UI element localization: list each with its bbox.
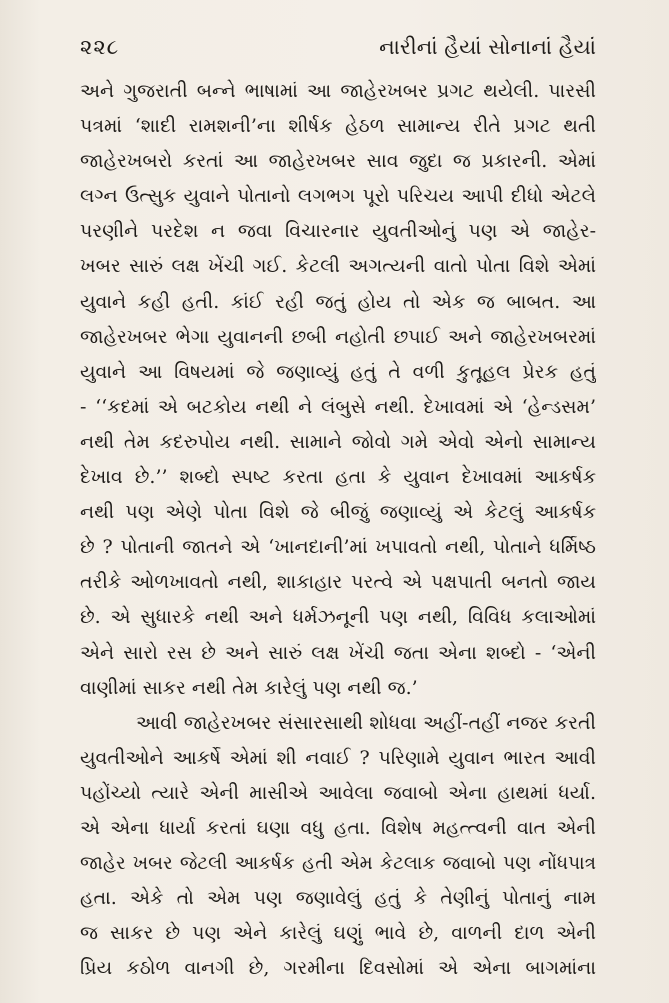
text-line: આવી જાહેરખબર સંસારસાથી શોધવા અહીં-તહીં નજર કરતી bbox=[136, 711, 596, 734]
text-line: લગ્ન ઉત્સુક યુવાને પોતાનો લગભગ પૂરો પરિચય આપી દીધો એટલે bbox=[80, 185, 596, 208]
text-line: યુવતીઓને આકર્ષે એમાં શી નવાઈ ? પરિણામે યુવાન ભારત આવી bbox=[80, 746, 596, 769]
text-line: જાહેરખબર ભેગા યુવાનની છબી નહોતી છપાઈ અને જાહેરખબરમાં bbox=[80, 325, 596, 348]
text-line: યુવાને આ વિષયમાં જે જણાવ્યું હતું તે વળી કુતૂહલ પ્રેરક હતું bbox=[80, 360, 596, 383]
paragraph-1 bbox=[80, 74, 596, 706]
text-line: નથી તેમ કદરુપોય નથી. સામાને જોવો ગમે એવો એનો સામાન્ય bbox=[80, 430, 596, 453]
text-line: વાણીમાં સાકર નથી તેમ કારેલું પણ નથી જ.’ bbox=[80, 676, 418, 699]
text-line: પત્રમાં ‘શાદી રામશની’ના શીર્ષક હેઠળ સામાન્ય રીતે પ્રગટ થતી bbox=[80, 115, 596, 138]
text-line: હતા. એકે તો એમ પણ જણાવેલું હતું કે તેણીનું પોતાનું નામ bbox=[80, 887, 596, 910]
text-line: પ્રિય કઠોળ વાનગી છે, ગરમીના દિવસોમાં એ એના બાગમાંના bbox=[80, 957, 596, 980]
page-header bbox=[80, 30, 596, 64]
text-line: - ‘‘કદમાં એ બટકોય નથી ને લંબુસે નથી. દેખાવમાં એ ‘હેન્ડસમ’ bbox=[80, 395, 596, 418]
text-line: જ સાકર છે પણ એને કારેલું ઘણું ભાવે છે, વાળની દાળ એની bbox=[80, 922, 596, 945]
running-title: નારીનાં હૈયાં સોનાનાં હૈયાં bbox=[379, 35, 596, 59]
text-line: ખબર સારું લક્ષ ખેંચી ગઈ. કેટલી અગત્યની વાતો પોતા વિશે એમાં bbox=[80, 255, 596, 278]
text-line: છે. એ સુધારકે નથી અને ધર્મઝનૂની પણ નથી, વિવિધ કલાઓમાં bbox=[80, 606, 596, 629]
text-line: યુવાને કહી હતી. કાંઈ રહી જતું હોય તો એક જ બાબત. આ bbox=[80, 290, 596, 313]
text-line: છે ? પોતાની જાતને એ ‘ખાનદાની’માં ખપાવતો નથી, પોતાને ધર્મિષ્ઠ bbox=[80, 536, 596, 559]
body-text bbox=[80, 74, 596, 986]
text-line: દેખાવ છે.’’ શબ્દો સ્પષ્ટ કરતા હતા કે યુવાન દેખાવમાં આકર્ષક bbox=[80, 466, 596, 489]
text-line: નથી પણ એણે પોતા વિશે જે બીજું જણાવ્યું એ કેટલું આકર્ષક bbox=[80, 501, 596, 524]
text-line: જાહેર ખબર જેટલી આકર્ષક હતી એમ કેટલાક જવાબો પણ નોંધપાત્ર bbox=[80, 853, 596, 875]
text-line: અને ગુજરાતી બન્ને ભાષામાં આ જાહેરખબર પ્રગટ થયેલી. પારસી bbox=[80, 80, 596, 102]
page-number: ૨૨૮ bbox=[80, 35, 120, 59]
text-line: પહોંચ્યો ત્યારે એની માસીએ આવેલા જવાબો એના હાથમાં ધર્યા. bbox=[80, 781, 596, 804]
text-line: પરણીને પરદેશ ન જવા વિચારનાર યુવતીઓનું પણ એ જાહેર- bbox=[80, 220, 596, 243]
text-line: એને સારો રસ છે અને સારું લક્ષ ખેંચી જતા એના શબ્દો - ‘એની bbox=[80, 641, 596, 664]
text-line: એ એના ધાર્યા કરતાં ઘણા વધુ હતા. વિશેષ મહત્ત્વની વાત એની bbox=[80, 816, 596, 839]
text-line: તરીકે ઓળખાવતો નથી, શાકાહાર પરત્વે એ પક્ષપાતી બનતો જાય bbox=[80, 571, 596, 594]
text-line: જાહેરખબરો કરતાં આ જાહેરખબર સાવ જુદા જ પ્રકારની. એમાં bbox=[80, 150, 596, 173]
paragraph-2 bbox=[80, 706, 596, 987]
